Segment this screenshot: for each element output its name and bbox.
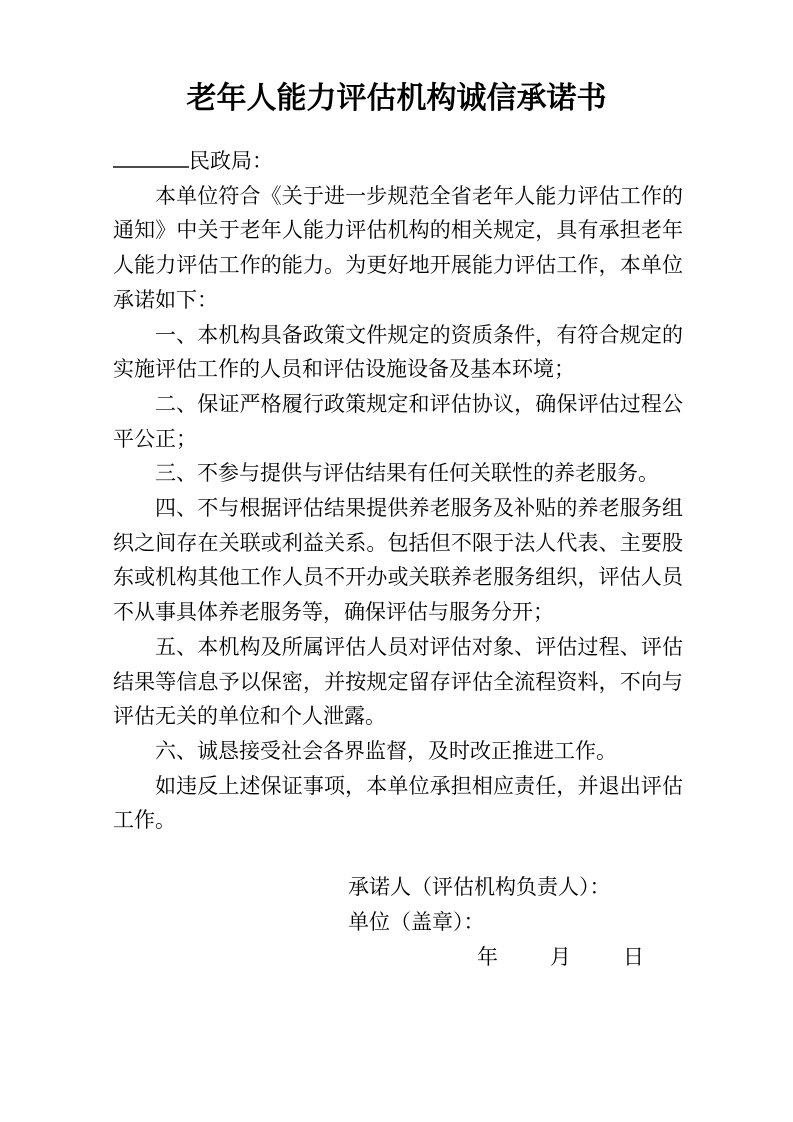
- commitment-item-4: 四、不与根据评估结果提供养老服务及补贴的养老服务组织之间存在关联或利益关系。包括但不限于法人代表、主要股东或机构其他工作人员不开办或关联养老服务组织，评估人员不从事具体养老服务等，确保评估与服务分开；: [113, 497, 683, 625]
- recipient-blank-underline: [113, 149, 189, 168]
- signature-block: [348, 870, 793, 975]
- commitment-item-1: 一、本机构具备政策文件规定的资质条件，有符合规定的实施评估工作的人员和评估设施设备及基本环境；: [113, 323, 683, 382]
- date-month-label: 月: [550, 946, 571, 970]
- closing-paragraph: 如违反上述保证事项，本单位承担相应责任，并退出评估工作。: [113, 774, 683, 833]
- commitment-item-6: 六、诚恳接受社会各界监督，及时改正推进工作。: [155, 739, 617, 763]
- intro-paragraph: 本单位符合《关于进一步规范全省老年人能力评估工作的通知》中关于老年人能力评估机构的相关规定，具有承担老年人能力评估工作的能力。为更好地开展能力评估工作，本单位承诺如下：: [113, 184, 683, 312]
- unit-seal-line: 单位（盖章）：: [348, 911, 485, 935]
- commitment-item-3: 三、不参与提供与评估结果有任何关联性的养老服务。: [155, 462, 659, 486]
- salutation-line: [113, 145, 683, 180]
- salutation-text: 民政局：: [189, 150, 273, 173]
- commitment-item-5: 五、本机构及所属评估人员对评估对象、评估过程、评估结果等信息予以保密，并按规定留存评估全流程资料，不向与评估无关的单位和个人泄露。: [113, 635, 683, 729]
- promiser-line: 承诺人（评估机构负责人）：: [348, 876, 611, 900]
- document-body: [113, 145, 683, 839]
- document-title: 老年人能力评估机构诚信承诺书: [186, 82, 607, 115]
- date-day-label: 日: [623, 946, 644, 970]
- date-year-label: 年: [477, 946, 498, 970]
- date-line: [348, 940, 793, 975]
- commitment-item-2: 二、保证严格履行政策规定和评估协议，确保评估过程公平公正；: [113, 392, 683, 451]
